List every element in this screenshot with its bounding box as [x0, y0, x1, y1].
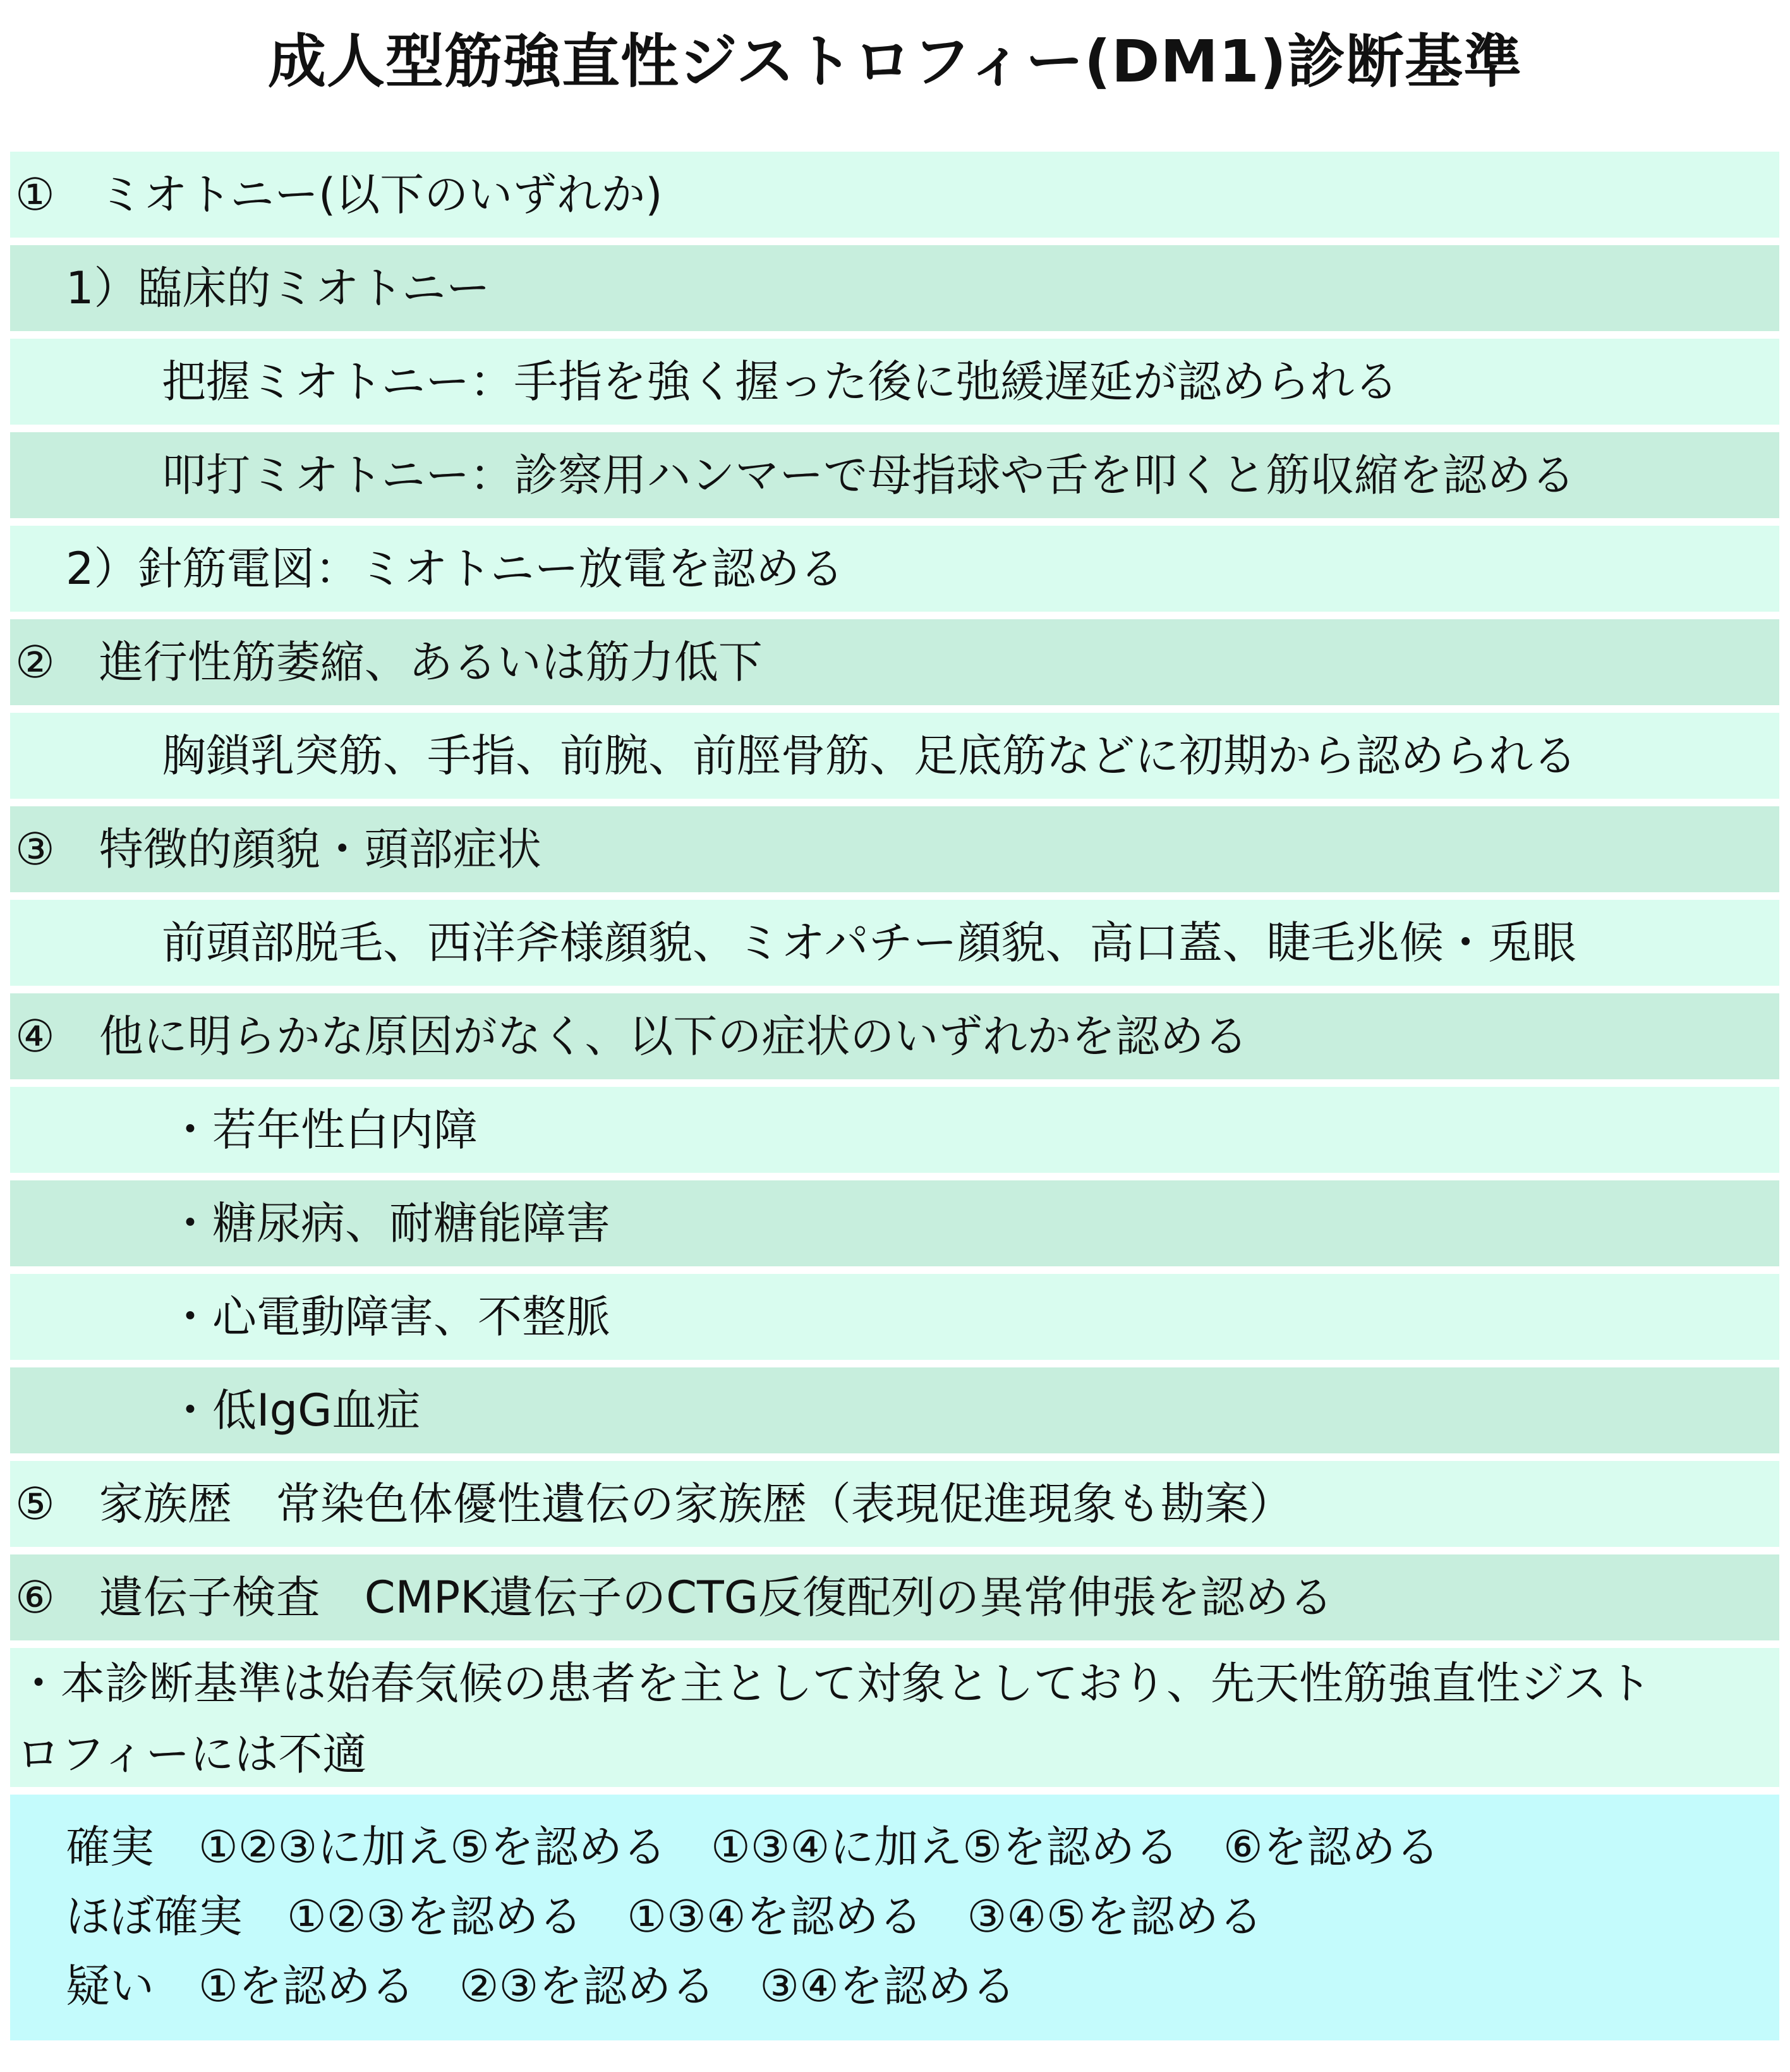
criteria-row: ・心電動障害、不整脈	[10, 1274, 1779, 1360]
criteria-row: ① ミオトニー(以下のいずれか)	[10, 152, 1779, 238]
probable-criteria: ほぼ確実 ①②③を認める ①③④を認める ③④⑤を認める	[66, 1891, 1263, 1942]
definite-criteria: 確実 ①②③に加え⑤を認める ①③④に加え⑤を認める ⑥を認める	[66, 1821, 1440, 1873]
criteria-row: ・糖尿病、耐糖能障害	[10, 1180, 1779, 1266]
criteria-row: ・低IgG血症	[10, 1367, 1779, 1453]
criteria-row: 前頭部脱毛、西洋斧様顔貌、ミオパチー顔貌、高口蓋、睫毛兆候・兎眼	[10, 900, 1779, 986]
criteria-row: ⑤ 家族歴 常染色体優性遺伝の家族歴（表現促進現象も勘案）	[10, 1461, 1779, 1547]
criteria-row: 叩打ミオトニー：診察用ハンマーで母指球や舌を叩くと筋収縮を認める	[10, 432, 1779, 518]
criteria-table	[10, 152, 1779, 2040]
note-line: ロフィーには不適	[16, 1728, 367, 1780]
diagnosis-summary	[10, 1795, 1779, 2040]
criteria-row: 把握ミオトニー：手指を強く握った後に弛緩遅延が認められる	[10, 339, 1779, 425]
criteria-row: ④ 他に明らかな原因がなく、以下の症状のいずれかを認める	[10, 993, 1779, 1079]
criteria-row: ② 進行性筋萎縮、あるいは筋力低下	[10, 619, 1779, 705]
criteria-row: 胸鎖乳突筋、手指、前腕、前脛骨筋、足底筋などに初期から認められる	[10, 713, 1779, 799]
criteria-row: ・若年性白内障	[10, 1087, 1779, 1173]
applicability-note	[10, 1648, 1779, 1787]
criteria-row: ③ 特徴的顔貌・頭部症状	[10, 806, 1779, 892]
note-line: ・本診断基準は始春気候の患者を主として対象としており、先天性筋強直性ジスト	[16, 1657, 1652, 1709]
possible-criteria: 疑い ①を認める ②③を認める ③④を認める	[66, 1960, 1016, 2012]
page-title: 成人型筋強直性ジストロフィー(DM1)診断基準	[268, 28, 1522, 95]
criteria-row: 2）針筋電図：ミオトニー放電を認める	[10, 526, 1779, 612]
criteria-row: 1）臨床的ミオトニー	[10, 245, 1779, 331]
criteria-row: ⑥ 遺伝子検査 CMPK遺伝子のCTG反復配列の異常伸張を認める	[10, 1554, 1779, 1640]
